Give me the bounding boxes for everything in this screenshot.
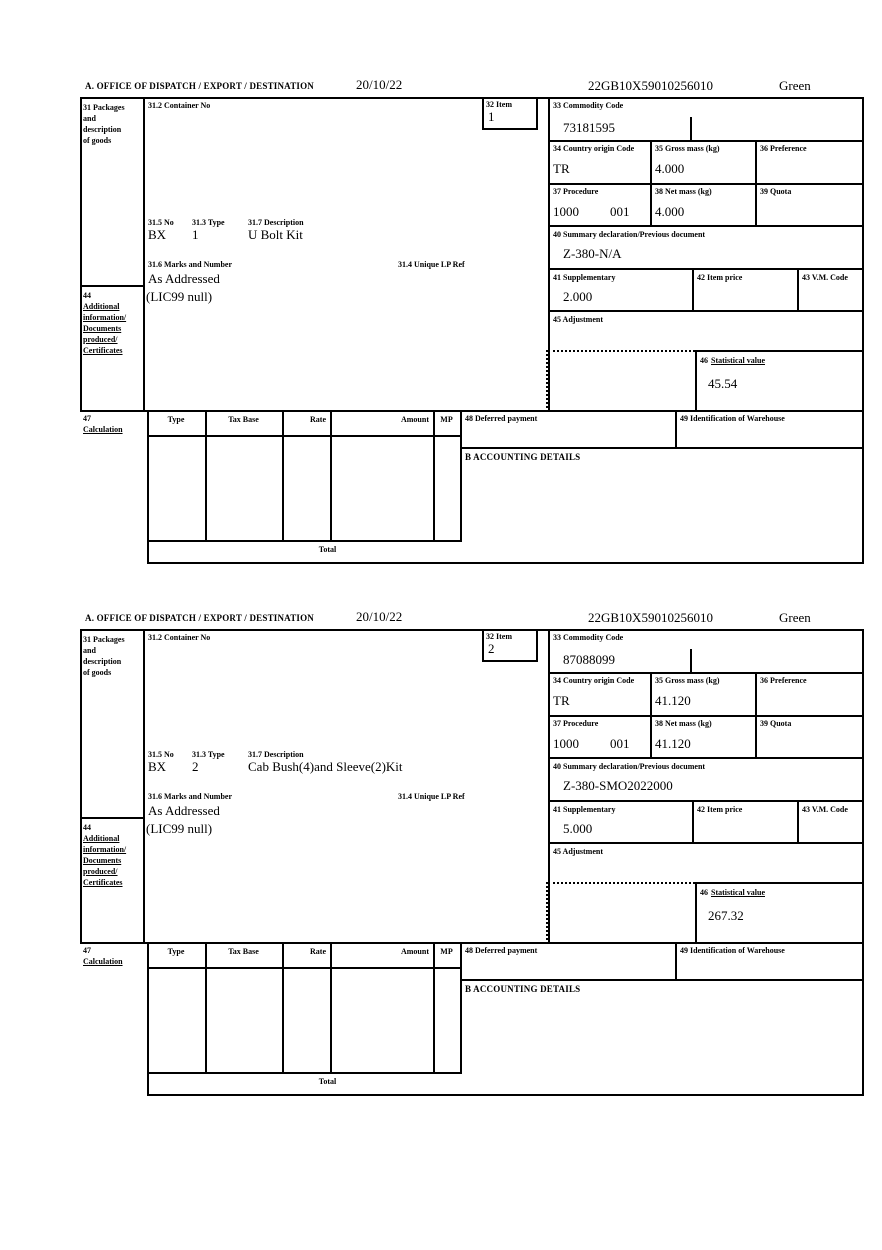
label-col-divider	[143, 97, 145, 412]
item-box-right	[536, 97, 538, 130]
taxtable-v4	[433, 942, 435, 1074]
taxtable-v3	[330, 942, 332, 1074]
route-status: Green	[779, 610, 811, 625]
package-no-value: BX	[148, 759, 167, 774]
box33-subdivider	[690, 649, 692, 674]
box45-dotted-bottom	[548, 350, 695, 352]
dotted-vertical	[546, 350, 548, 412]
package-type-value: 1	[192, 227, 199, 242]
additional-info-value: (LIC99 null)	[146, 289, 213, 304]
box46-left	[695, 350, 697, 412]
rowA-div2	[755, 672, 757, 717]
taxtable-v3	[330, 410, 332, 542]
field-33-label: 33 Commodity Code	[553, 633, 624, 642]
field-31-5-label: 31.5 No	[148, 218, 174, 227]
field-35-label: 35 Gross mass (kg)	[655, 144, 720, 153]
dotted-vertical	[546, 882, 548, 944]
field-31-2-label: 31.2 Container No	[148, 101, 211, 110]
field-47-label: 47	[83, 414, 91, 423]
field-40-label: 40 Summary declaration/Previous document	[553, 230, 706, 239]
taxtable-v2	[282, 410, 284, 542]
right-col-divider	[548, 629, 550, 944]
border-bottom	[147, 562, 864, 564]
commodity-code-value: 73181595	[563, 120, 615, 135]
rowC-div1	[692, 268, 694, 312]
field-44-label: 44 Additional information/ Documents produced/ Certificates	[83, 823, 127, 887]
taxtable-right	[460, 410, 462, 542]
field-45-label: 45 Adjustment	[553, 847, 604, 856]
summary-declaration-value: Z-380-SMO2022000	[563, 778, 673, 793]
country-origin-value: TR	[553, 693, 570, 708]
summary-declaration-value: Z-380-N/A	[563, 246, 622, 261]
box40-bottom	[548, 800, 864, 802]
field-31-2-label: 31.2 Container No	[148, 633, 211, 642]
item-box-left	[482, 97, 484, 130]
rowB-div1	[650, 715, 652, 759]
box45-dotted-bottom	[548, 882, 695, 884]
field-37-label: 37 Procedure	[553, 719, 599, 728]
field-42-label: 42 Item price	[697, 805, 743, 814]
rowA-div1	[650, 140, 652, 185]
rowC-bottom	[548, 842, 864, 844]
border-left	[80, 97, 82, 412]
item-number-value: 1	[488, 109, 495, 124]
rowC-div2	[797, 268, 799, 312]
field-49-label: 49 Identification of Warehouse	[680, 946, 785, 955]
rowB-bottom	[548, 757, 864, 759]
mid-divider	[80, 942, 864, 944]
field-45-label: 45 Adjustment	[553, 315, 604, 324]
accounting-details-label: B ACCOUNTING DETAILS	[465, 984, 581, 994]
box46-top	[695, 882, 864, 884]
field-41-label: 41 Supplementary	[553, 805, 616, 814]
country-origin-value: TR	[553, 161, 570, 176]
description-value: U Bolt Kit	[248, 227, 303, 242]
field-39-label: 39 Quota	[760, 187, 792, 196]
item-box-bottom	[482, 660, 538, 662]
item-box-bottom	[482, 128, 538, 130]
package-type-value: 2	[192, 759, 199, 774]
additional-info-value: (LIC99 null)	[146, 821, 213, 836]
item-section-1	[80, 75, 864, 567]
statistical-value: 45.54	[708, 376, 738, 391]
box48-49-divider	[675, 410, 677, 449]
tax-header-amount: Amount	[400, 947, 429, 956]
item-box-right	[536, 629, 538, 662]
field-31-4-label: 31.4 Unique LP Ref	[398, 260, 465, 269]
border-top	[80, 97, 864, 99]
date-value: 20/10/22	[356, 609, 403, 624]
field-41-label: 41 Supplementary	[553, 273, 616, 282]
field-34-label: 34 Country origin Code	[553, 144, 635, 153]
box48-bottom	[460, 979, 864, 981]
office-of-dispatch-label: A. OFFICE OF DISPATCH / EXPORT / DESTINATION	[85, 613, 315, 623]
field-33-label: 33 Commodity Code	[553, 101, 624, 110]
tax-header-type: Type	[167, 415, 185, 424]
office-of-dispatch-label: A. OFFICE OF DISPATCH / EXPORT / DESTINATION	[85, 81, 315, 91]
tax-header-mp: MP	[440, 415, 453, 424]
tax-header-mp: MP	[440, 947, 453, 956]
field-32-label: 32 Item	[486, 632, 512, 641]
marks-value: As Addressed	[148, 271, 220, 286]
tax-header-amount: Amount	[400, 415, 429, 424]
supplementary-value: 5.000	[563, 821, 593, 836]
border-right	[862, 629, 864, 1096]
total-label: Total	[318, 1077, 337, 1086]
field-39-label: 39 Quota	[760, 719, 792, 728]
taxtable-v2	[282, 942, 284, 1074]
field-46-label: 46 Statistical value	[700, 888, 765, 897]
declaration-reference: 22GB10X59010256010	[588, 610, 713, 625]
field-31-3-label: 31.3 Type	[192, 218, 225, 227]
rowC-div2	[797, 800, 799, 844]
field-31-6-label: 31.6 Marks and Number	[148, 260, 233, 269]
border-bottom	[147, 1094, 864, 1096]
package-no-value: BX	[148, 227, 167, 242]
net-mass-value: 41.120	[655, 736, 691, 751]
field-48-label: 48 Deferred payment	[465, 414, 538, 423]
field-49-label: 49 Identification of Warehouse	[680, 414, 785, 423]
marks-value: As Addressed	[148, 803, 220, 818]
border-right	[862, 97, 864, 564]
field-48-label: 48 Deferred payment	[465, 946, 538, 955]
taxtable-header-underline	[147, 435, 462, 437]
tax-header-tax-base: Tax Base	[228, 415, 259, 424]
rowA-bottom	[548, 715, 864, 717]
rowB-div2	[755, 715, 757, 759]
box40-bottom	[548, 268, 864, 270]
tax-header-type: Type	[167, 947, 185, 956]
label-col-divider	[143, 629, 145, 944]
rowA-bottom	[548, 183, 864, 185]
box46-top	[695, 350, 864, 352]
right-col-divider	[548, 97, 550, 412]
field-47-label: 47	[83, 946, 91, 955]
taxtable-v1	[205, 942, 207, 1074]
description-value: Cab Bush(4)and Sleeve(2)Kit	[248, 759, 403, 774]
field-32-label: 32 Item	[486, 100, 512, 109]
tax-header-rate: Rate	[310, 415, 326, 424]
supplementary-value: 2.000	[563, 289, 593, 304]
rowA-div2	[755, 140, 757, 185]
field-43-label: 43 V.M. Code	[802, 805, 848, 814]
gross-mass-value: 4.000	[655, 161, 685, 176]
field-31-4-label: 31.4 Unique LP Ref	[398, 792, 465, 801]
field-47-text: Calculation	[83, 957, 123, 966]
total-row-top	[147, 1072, 462, 1074]
procedure-value-1: 1000	[553, 736, 579, 751]
box48-49-divider	[675, 942, 677, 981]
field-47-text: Calculation	[83, 425, 123, 434]
field-46-label: 46 Statistical value	[700, 356, 765, 365]
taxtable-v4	[433, 410, 435, 542]
field-40-label: 40 Summary declaration/Previous document	[553, 762, 706, 771]
total-row-top	[147, 540, 462, 542]
net-mass-value: 4.000	[655, 204, 685, 219]
rowB-div2	[755, 183, 757, 227]
field-44-label: 44 Additional information/ Documents produced/ Certificates	[83, 291, 127, 355]
route-status: Green	[779, 78, 811, 93]
tax-header-rate: Rate	[310, 947, 326, 956]
border-left	[80, 629, 82, 944]
total-label: Total	[318, 545, 337, 554]
field-42-label: 42 Item price	[697, 273, 743, 282]
field-36-label: 36 Preference	[760, 144, 807, 153]
mid-divider	[80, 410, 864, 412]
field-35-label: 35 Gross mass (kg)	[655, 676, 720, 685]
field-31-5-label: 31.5 No	[148, 750, 174, 759]
commodity-code-value: 87088099	[563, 652, 615, 667]
field-43-label: 43 V.M. Code	[802, 273, 848, 282]
item-number-value: 2	[488, 641, 495, 656]
box48-bottom	[460, 447, 864, 449]
declaration-reference: 22GB10X59010256010	[588, 78, 713, 93]
field-31-6-label: 31.6 Marks and Number	[148, 792, 233, 801]
field-31-label: 31 Packages and description of goods	[83, 635, 125, 677]
field-31-7-label: 31.7 Description	[248, 218, 304, 227]
box33-bottom	[548, 672, 864, 674]
procedure-value-1: 1000	[553, 204, 579, 219]
box33-bottom	[548, 140, 864, 142]
taxtable-right	[460, 942, 462, 1074]
rowC-div1	[692, 800, 694, 844]
gross-mass-value: 41.120	[655, 693, 691, 708]
box33-subdivider	[690, 117, 692, 142]
accounting-details-label: B ACCOUNTING DETAILS	[465, 452, 581, 462]
field-31-3-label: 31.3 Type	[192, 750, 225, 759]
date-value: 20/10/22	[356, 77, 403, 92]
label-col-split	[80, 817, 145, 819]
rowA-div1	[650, 672, 652, 717]
item-section-2	[80, 607, 864, 1099]
taxtable-v1	[205, 410, 207, 542]
rowB-bottom	[548, 225, 864, 227]
procedure-value-2: 001	[610, 736, 630, 751]
field-38-label: 38 Net mass (kg)	[655, 187, 712, 196]
field-37-label: 37 Procedure	[553, 187, 599, 196]
rowC-bottom	[548, 310, 864, 312]
box46-left	[695, 882, 697, 944]
item-box-left	[482, 629, 484, 662]
field-36-label: 36 Preference	[760, 676, 807, 685]
field-34-label: 34 Country origin Code	[553, 676, 635, 685]
field-31-7-label: 31.7 Description	[248, 750, 304, 759]
rowB-div1	[650, 183, 652, 227]
procedure-value-2: 001	[610, 204, 630, 219]
statistical-value: 267.32	[708, 908, 744, 923]
tax-header-tax-base: Tax Base	[228, 947, 259, 956]
taxtable-header-underline	[147, 967, 462, 969]
border-top	[80, 629, 864, 631]
label-col-split	[80, 285, 145, 287]
field-38-label: 38 Net mass (kg)	[655, 719, 712, 728]
field-31-label: 31 Packages and description of goods	[83, 103, 125, 145]
